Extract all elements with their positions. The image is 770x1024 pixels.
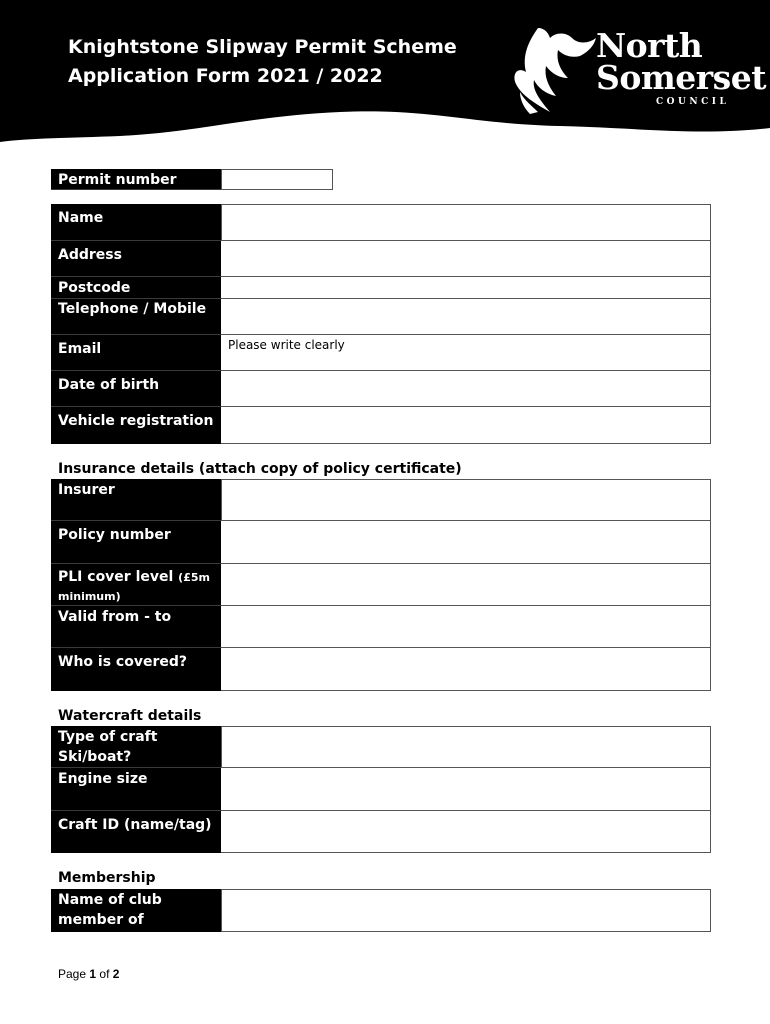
vehicle-field[interactable] xyxy=(221,407,711,444)
permit-number-field[interactable] xyxy=(221,169,333,190)
email-field[interactable] xyxy=(221,335,711,371)
email-row xyxy=(51,335,711,371)
covered-field[interactable] xyxy=(221,648,711,691)
pli-label-main: PLI cover level xyxy=(58,569,174,585)
insurer-row xyxy=(51,479,711,521)
insurance-heading: Insurance details (attach copy of policy certificate) xyxy=(58,461,462,477)
craft-type-label xyxy=(51,726,221,768)
vehicle-label: Vehicle registration xyxy=(51,407,221,444)
insurer-field[interactable] xyxy=(221,479,711,521)
club-label-line1: Name of club xyxy=(58,892,162,908)
dob-row xyxy=(51,371,711,407)
form-title-line2: Application Form 2021 / 2022 xyxy=(68,65,383,87)
postcode-field[interactable] xyxy=(221,277,711,299)
postcode-row xyxy=(51,277,711,299)
telephone-field[interactable] xyxy=(221,299,711,335)
logo-text-north: North xyxy=(596,26,703,65)
insurer-label: Insurer xyxy=(51,479,221,521)
craft-type-field[interactable] xyxy=(221,726,711,768)
pli-label-note2: minimum) xyxy=(58,590,121,603)
policy-row xyxy=(51,521,711,564)
engine-row xyxy=(51,768,711,811)
page-total: 2 xyxy=(112,967,120,981)
address-row xyxy=(51,241,711,277)
email-hint: Please write clearly xyxy=(228,338,345,352)
craft-type-label-line1: Type of craft xyxy=(58,729,158,745)
craft-id-row xyxy=(51,811,711,853)
council-logo xyxy=(508,22,766,118)
pli-label-note1: (£5m xyxy=(178,571,210,584)
telephone-label: Telephone / Mobile xyxy=(51,299,221,335)
pli-row xyxy=(51,564,711,606)
page-indicator xyxy=(58,967,119,981)
email-label: Email xyxy=(51,335,221,371)
dob-label: Date of birth xyxy=(51,371,221,407)
address-label: Address xyxy=(51,241,221,277)
valid-field[interactable] xyxy=(221,606,711,648)
club-row xyxy=(51,889,711,932)
name-label: Name xyxy=(51,204,221,241)
club-field[interactable] xyxy=(221,889,711,932)
engine-field[interactable] xyxy=(221,768,711,811)
name-row xyxy=(51,204,711,241)
dragon-logo-icon xyxy=(508,22,598,118)
craft-id-field[interactable] xyxy=(221,811,711,853)
craft-type-row xyxy=(51,726,711,768)
form-title xyxy=(68,33,457,91)
craft-id-label: Craft ID (name/tag) xyxy=(51,811,221,853)
covered-label: Who is covered? xyxy=(51,648,221,691)
header-band xyxy=(0,0,770,150)
watercraft-heading: Watercraft details xyxy=(58,708,202,724)
address-field[interactable] xyxy=(221,241,711,277)
vehicle-row xyxy=(51,407,711,444)
craft-type-label-line2: Ski/boat? xyxy=(58,749,132,765)
name-field[interactable] xyxy=(221,204,711,241)
covered-row xyxy=(51,648,711,691)
valid-label: Valid from - to xyxy=(51,606,221,648)
club-label xyxy=(51,889,221,932)
logo-text-council: COUNCIL xyxy=(656,97,730,107)
dob-field[interactable] xyxy=(221,371,711,407)
policy-label: Policy number xyxy=(51,521,221,564)
page-word: Page xyxy=(58,967,87,981)
form-title-line1: Knightstone Slipway Permit Scheme xyxy=(68,36,457,58)
telephone-row xyxy=(51,299,711,335)
permit-number-label: Permit number xyxy=(51,169,221,190)
pli-label xyxy=(51,564,221,606)
permit-number-row xyxy=(51,169,333,190)
postcode-label: Postcode xyxy=(51,277,221,299)
logo-text-somerset: Somerset xyxy=(596,58,766,97)
policy-field[interactable] xyxy=(221,521,711,564)
page-of: of xyxy=(99,967,110,981)
page-current: 1 xyxy=(89,967,97,981)
membership-heading: Membership xyxy=(58,870,156,886)
valid-row xyxy=(51,606,711,648)
club-label-line2: member of xyxy=(58,912,144,928)
pli-field[interactable] xyxy=(221,564,711,606)
engine-label: Engine size xyxy=(51,768,221,811)
